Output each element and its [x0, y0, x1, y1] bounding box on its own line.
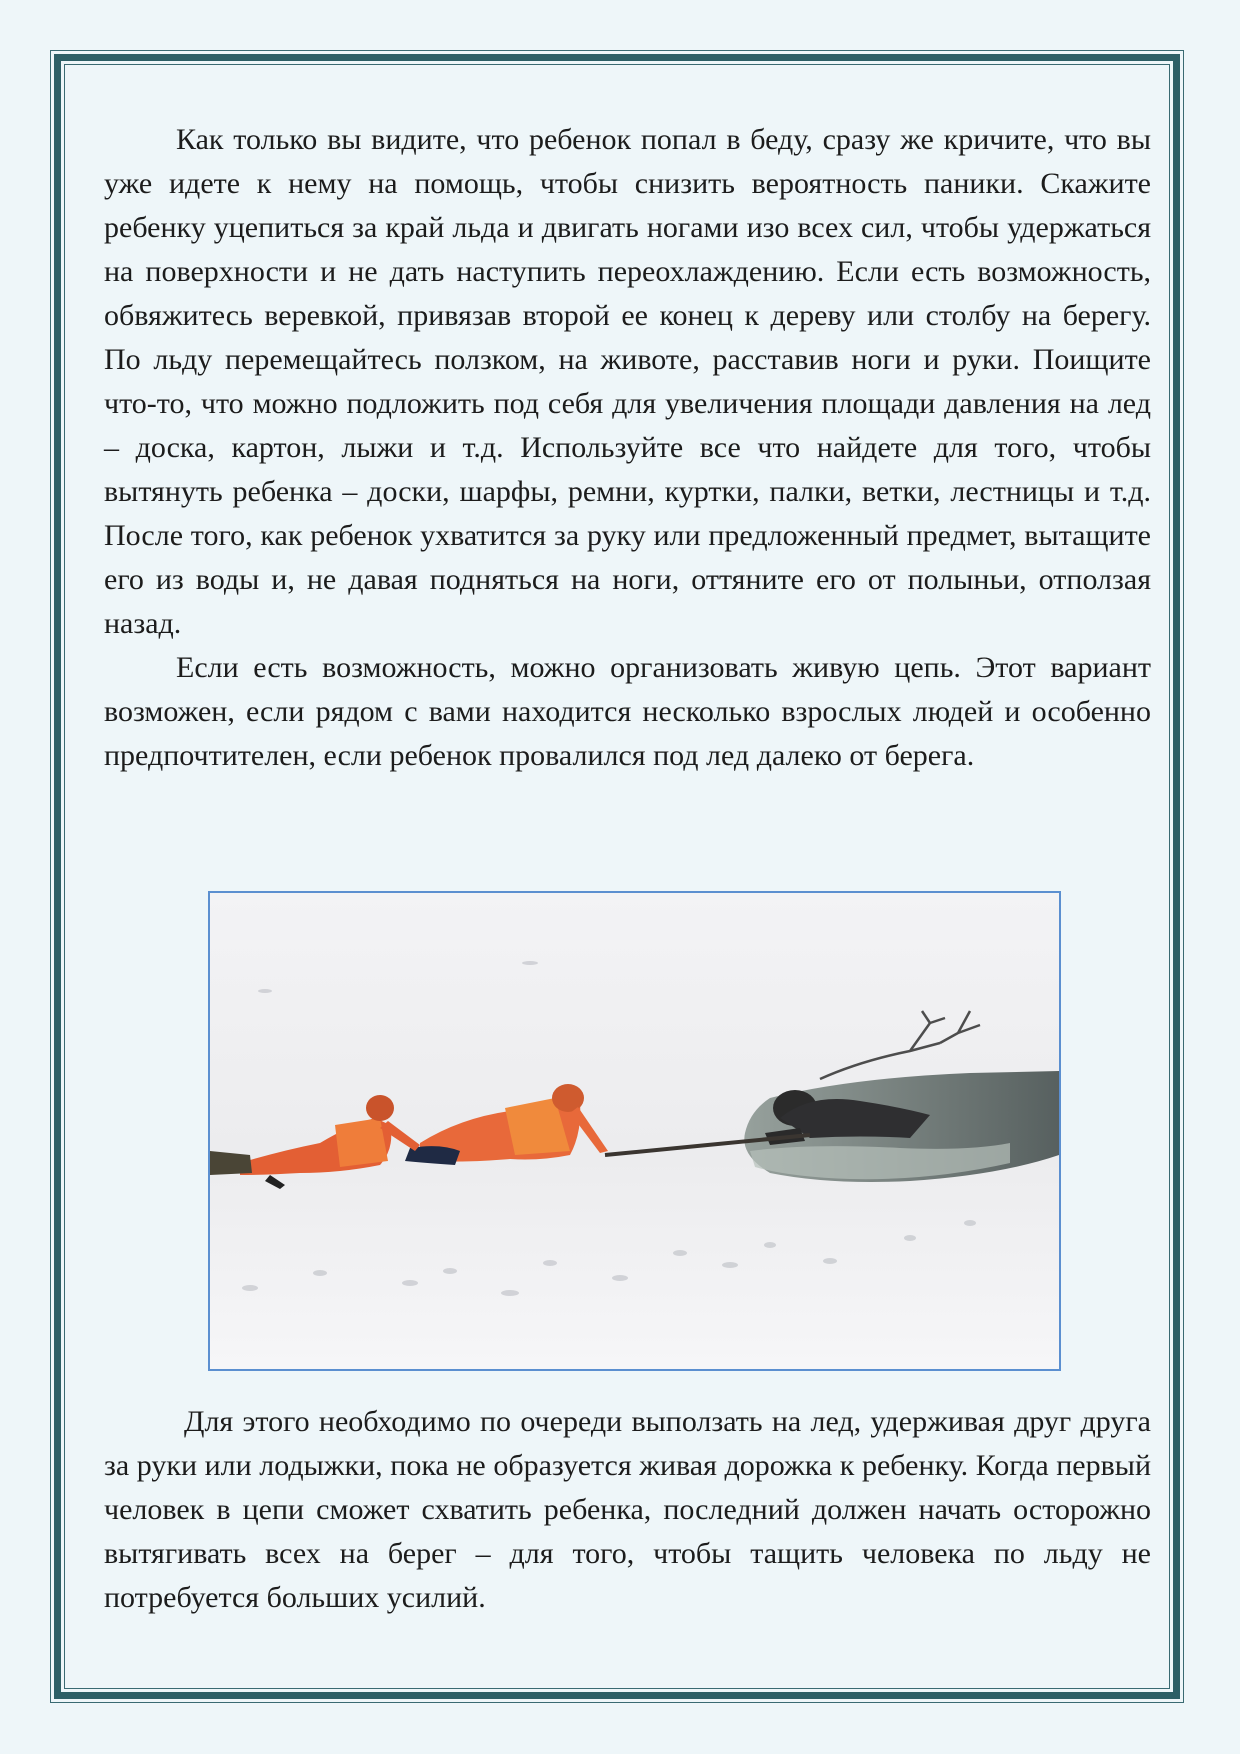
rescuer-back-head: [366, 1095, 394, 1121]
rescuer-back-boots: [210, 1151, 252, 1175]
paragraph-living-chain: Если есть возможность, можно организовать живую цепь. Этот вариант возможен, если рядом с вами находится несколько взрослых людей и особенно предпочтителен, если ребенок провалился под лед далеко от берега.: [104, 651, 1151, 772]
text-after-image: [104, 1400, 1151, 1620]
ice-rescue-illustration: [210, 893, 1059, 1369]
ice-rescue-photo: [208, 891, 1061, 1371]
paragraph-chain-procedure: Для этого необходимо по очереди выползать на лед, удерживая друг друга за руки или лодыжки, пока не образуется живая дорожка к ребенку. Когда первый человек в цепи сможет схватить ребенка, последний должен начать осторожно вытягивать всех на берег – для того, чтобы тащить человека по льду не потребуется больших усилий.: [104, 1405, 1151, 1614]
rescuer-front-head: [552, 1084, 584, 1112]
main-text: [104, 118, 1151, 778]
rescuer-back-lifevest: [335, 1118, 388, 1167]
paragraph-rescue-instructions: Как только вы видите, что ребенок попал в беду, сразу же кричите, что вы уже идете к нему на помощь, чтобы снизить вероятность паники. Скажите ребенку уцепиться за край льда и двигать ногами изо всех сил, чтобы удержаться на поверхности и не дать наступить переохлаждению. Если есть возможность, обвяжитесь веревкой, привязав второй ее конец к дереву или столбу на берегу. По льду перемещайтесь ползком, на животе, расставив ноги и руки. Поищите что-то, что можно подложить под себя для увеличения площади давления на лед – доска, картон, лыжи и т.д. Используйте все что найдете для того, чтобы вытянуть ребенка – доски, шарфы, ремни, куртки, палки, ветки, лестницы и т.д. После того, как ребенок ухватится за руку или предложенный предмет, вытащите его из воды и, не давая подняться на ноги, оттяните его от полыньи, отползая назад.: [104, 123, 1151, 640]
